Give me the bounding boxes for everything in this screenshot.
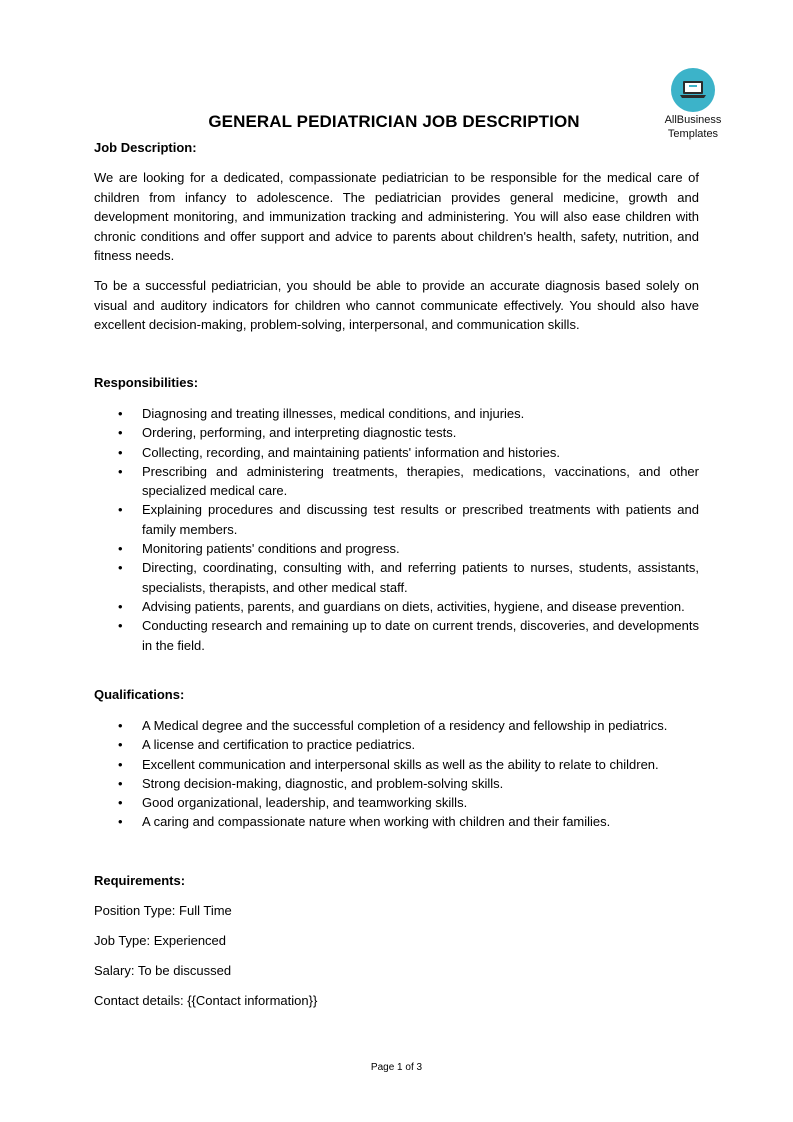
list-item-text: Explaining procedures and discussing test results or prescribed treatments with patients and family members. <box>142 502 699 537</box>
list-item-text: Monitoring patients' conditions and progress. <box>142 541 400 557</box>
bullet-icon: • <box>118 560 123 576</box>
bullet-icon: • <box>118 618 123 634</box>
list-item-text: Strong decision-making, diagnostic, and problem-solving skills. <box>142 775 504 791</box>
list-item <box>94 404 699 423</box>
responsibilities-heading: Responsibilities: <box>94 375 199 390</box>
list-item <box>94 735 699 754</box>
list-item <box>94 774 699 793</box>
bullet-icon: • <box>118 598 123 614</box>
bullet-icon: • <box>118 756 123 772</box>
bullet-icon: • <box>118 718 123 733</box>
job-description-heading: Job Description: <box>94 140 197 155</box>
list-item <box>94 597 699 616</box>
qualifications-list <box>94 716 699 832</box>
list-item <box>94 539 699 558</box>
page-number: Page 1 of 3 <box>370 1062 423 1073</box>
list-item <box>94 716 699 735</box>
list-item-text: Ordering, performing, and interpreting diagnostic tests. <box>142 425 457 441</box>
bullet-icon: • <box>118 775 123 791</box>
bullet-icon: • <box>118 795 123 811</box>
document-title: GENERAL PEDIATRICIAN JOB DESCRIPTION <box>208 112 580 131</box>
list-item <box>94 812 699 831</box>
list-item-text: Good organizational, leadership, and teamworking skills. <box>142 795 468 811</box>
list-item <box>94 558 699 597</box>
job-type: Job Type: Experienced <box>94 933 227 948</box>
contact-details: Contact details: {{Contact information}} <box>94 993 318 1008</box>
bullet-icon: • <box>118 541 123 557</box>
laptop-icon <box>671 68 715 112</box>
job-description-paragraph-2: To be a successful pediatrician, you should be able to provide an accurate diagnosis based solely on visual and auditory indicators for children who cannot communicate effectively. You should also have excellent decision-making, problem-solving, interpersonal, and communication skills. <box>94 278 699 332</box>
job-description-paragraph-1: We are looking for a dedicated, compassionate pediatrician to be responsible for the medical care of children from infancy to adolescence. The pediatrician provides general medicine, growth and development monitoring, and immunization tracking and administering. You will also ease children with chronic conditions and offer support and advice to parents about children's health, safety, nutrition, and fitness needs. <box>94 170 699 263</box>
list-item <box>94 793 699 812</box>
list-item-text: Prescribing and administering treatments, therapies, medications, vaccinations, and other specialized medical care. <box>142 463 699 499</box>
list-item-text: A Medical degree and the successful completion of a residency and fellowship in pediatrics. <box>142 718 668 733</box>
bullet-icon: • <box>118 502 123 518</box>
requirements-heading: Requirements: <box>94 873 186 888</box>
list-item <box>94 443 699 462</box>
list-item-text: Excellent communication and interpersonal skills as well as the ability to relate to children. <box>142 756 659 772</box>
bullet-icon: • <box>118 406 123 421</box>
qualifications-heading: Qualifications: <box>94 687 185 702</box>
logo-text-line2: Templates <box>667 128 719 140</box>
bullet-icon: • <box>118 814 123 830</box>
position-type: Position Type: Full Time <box>94 903 232 918</box>
list-item <box>94 500 699 539</box>
list-item-text: A caring and compassionate nature when working with children and their families. <box>142 814 611 830</box>
list-item <box>94 423 699 442</box>
responsibilities-list <box>94 404 699 655</box>
bullet-icon: • <box>118 737 123 753</box>
bullet-icon: • <box>118 425 123 441</box>
salary: Salary: To be discussed <box>94 963 232 978</box>
list-item-text: Directing, coordinating, consulting with, and referring patients to nurses, students, assistants, specialists, therapists, and other medical staff. <box>142 560 699 595</box>
list-item-text: Collecting, recording, and maintaining patients' information and histories. <box>142 444 560 460</box>
list-item-text: Conducting research and remaining up to date on current trends, discoveries, and developments in the field. <box>142 618 699 653</box>
list-item <box>94 616 699 655</box>
list-item-text: Advising patients, parents, and guardians on diets, activities, hygiene, and disease prevention. <box>142 598 685 614</box>
list-item <box>94 462 699 501</box>
logo-text-line1: AllBusiness <box>664 114 722 126</box>
bullet-icon: • <box>118 463 123 479</box>
bullet-icon: • <box>118 444 123 460</box>
list-item-text: A license and certification to practice pediatrics. <box>142 737 416 753</box>
list-item-text: Diagnosing and treating illnesses, medical conditions, and injuries. <box>142 406 525 421</box>
list-item <box>94 755 699 774</box>
